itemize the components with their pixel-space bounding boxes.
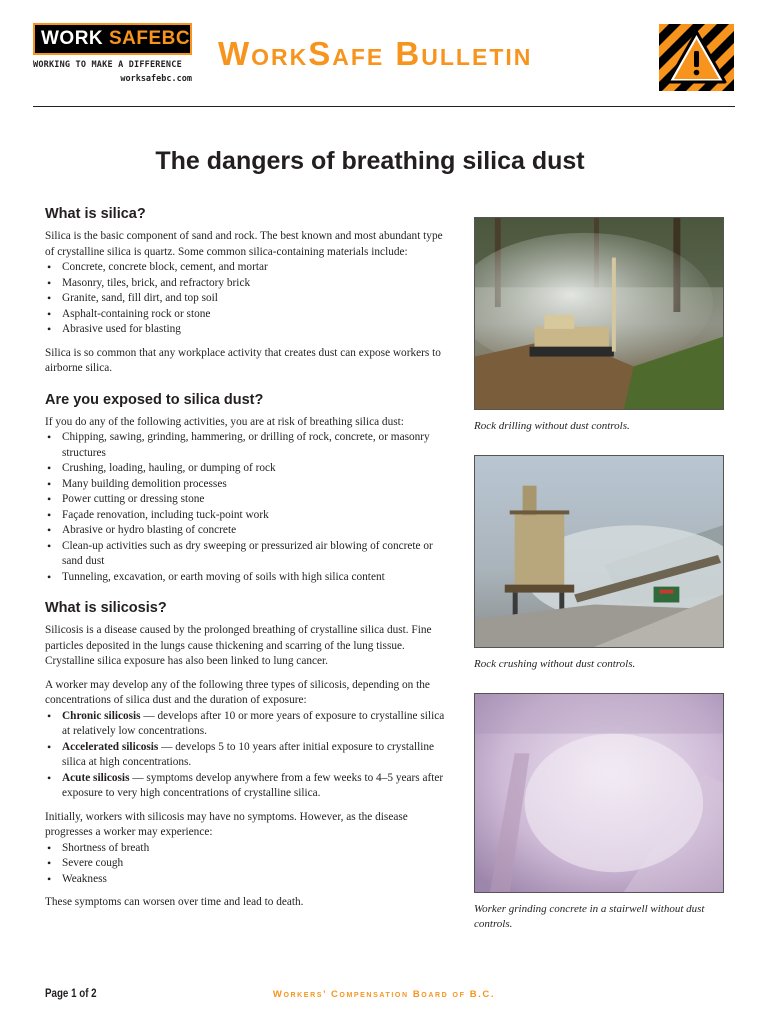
section-heading: Are you exposed to silica dust? xyxy=(45,391,264,408)
section-intro: If you do any of the following activities, you are at risk of breathing silica dust: xyxy=(45,415,404,428)
logo-bc: BC xyxy=(161,28,191,49)
list-item: • Clean-up activities such as dry sweeping or pressurized air blowing of concrete or sand dust xyxy=(45,539,453,570)
photo-caption: Rock drilling without dust controls. xyxy=(474,420,630,432)
list-item xyxy=(45,771,453,802)
list-item: • Severe cough xyxy=(45,856,453,872)
header-divider xyxy=(33,106,735,107)
rock-drilling-photo xyxy=(474,217,724,410)
silicosis-type-term: Accelerated silicosis xyxy=(62,740,159,753)
section-silicosis xyxy=(45,599,453,911)
list-item: • Shortness of breath xyxy=(45,841,453,857)
list-item: • Granite, sand, fill dirt, and top soil xyxy=(45,291,453,307)
list-item: • Tunneling, excavation, or earth moving of soils with high silica content xyxy=(45,570,453,586)
section-what-is-silica xyxy=(45,205,453,377)
list-item xyxy=(45,709,453,740)
list-item: • Crushing, loading, hauling, or dumping of rock xyxy=(45,461,453,477)
list-item: • Abrasive or hydro blasting of concrete xyxy=(45,523,453,539)
rock-crushing-photo xyxy=(474,455,724,648)
exposure-activities-list xyxy=(45,430,453,585)
silicosis-types-list xyxy=(45,709,453,802)
silicosis-closing: These symptoms can worsen over time and lead to death. xyxy=(45,896,304,908)
list-item: • Chipping, sawing, grinding, hammering, or drilling of rock, concrete, or masonry structures xyxy=(45,430,453,461)
list-item: • Many building demolition processes xyxy=(45,477,453,493)
logo-safe: SAFE xyxy=(108,28,162,49)
list-item: • Concrete, concrete block, cement, and mortar xyxy=(45,260,453,276)
page-number: Page 1 of 2 xyxy=(45,988,97,1000)
section-heading: What is silica? xyxy=(45,206,146,222)
silicosis-para-3: Initially, workers with silicosis may have no symptoms. However, as the disease progresses a worker may experience: xyxy=(45,810,408,838)
silicosis-type-term: Chronic silicosis xyxy=(62,709,141,722)
logo-work: WORK xyxy=(41,28,104,49)
list-item: • Abrasive used for blasting xyxy=(45,322,453,338)
silicosis-type-desc: — develops 5 to 10 years after initial exposure to crystalline silica at high concentrations. xyxy=(62,740,435,768)
list-item: • Asphalt-containing rock or stone xyxy=(45,307,453,323)
list-item: • Façade renovation, including tuck-point work xyxy=(45,508,453,524)
list-item xyxy=(45,740,453,771)
section-exposed xyxy=(45,391,453,586)
silicosis-type-desc: — symptoms develop anywhere from a few weeks to 4–5 years after exposure to very high concentrations of crystalline silica. xyxy=(62,771,444,799)
photo-caption: Rock crushing without dust controls. xyxy=(474,658,636,670)
list-item: • Weakness xyxy=(45,872,453,888)
worksafebc-logo xyxy=(41,28,190,50)
warning-triangle-icon xyxy=(659,24,734,91)
list-item: • Power cutting or dressing stone xyxy=(45,492,453,508)
bulletin-title: WorkSafe Bulletin xyxy=(218,35,533,72)
section-intro: Silica is the basic component of sand and rock. The best known and most abundant type of crystalline silica is quartz. Some common silica-containing materials include: xyxy=(45,230,443,258)
footer-organization: Workers’ Compensation Board of B.C. xyxy=(272,989,496,1000)
silicosis-para-2: A worker may develop any of the following three types of silicosis, depending on the concentrations of silica dust and the duration of exposure: xyxy=(45,678,430,706)
silicosis-para-1: Silicosis is a disease caused by the prolonged breathing of crystalline silica dust. Fine particles deposited in the lungs cause thickening and scarring of the lung tissue. Crystalline silica exposure has also been linked to lung cancer. xyxy=(45,624,432,667)
symptoms-list xyxy=(45,841,453,888)
stairwell-grinding-photo xyxy=(474,693,724,893)
section-closing: Silica is so common that any workplace activity that creates dust can expose workers to airborne silica. xyxy=(45,346,441,374)
page-title: The dangers of breathing silica dust xyxy=(155,147,585,175)
photo-caption: Worker grinding concrete in a stairwell without dust controls. xyxy=(474,903,705,930)
site-url: worksafebc.com xyxy=(120,74,192,84)
section-heading: What is silicosis? xyxy=(45,600,167,616)
silicosis-type-term: Acute silicosis xyxy=(62,771,130,784)
list-item: • Masonry, tiles, brick, and refractory brick xyxy=(45,276,453,292)
tagline: WORKING TO MAKE A DIFFERENCE xyxy=(33,60,182,70)
silica-materials-list xyxy=(45,260,453,338)
silicosis-type-desc: — develops after 10 or more years of exposure to crystalline silica at relatively low concentrations. xyxy=(62,709,445,737)
main-content xyxy=(45,205,453,925)
